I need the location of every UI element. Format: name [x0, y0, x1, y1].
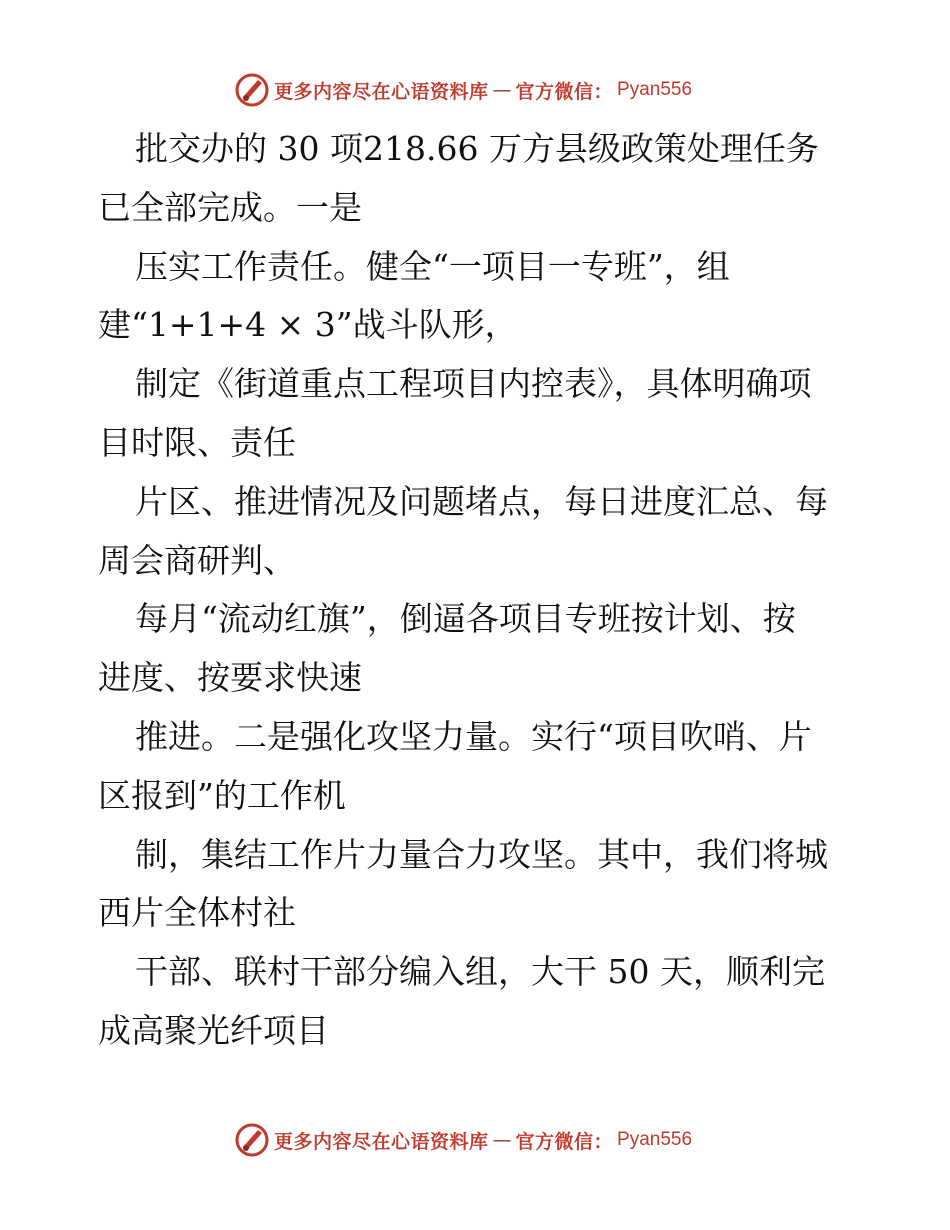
text-line: 成高聚光纤项目: [98, 1010, 329, 1050]
brush-seal-logo-icon: [234, 1122, 270, 1158]
watermark-account: Pyan556: [617, 79, 693, 100]
footer-watermark: [234, 1120, 692, 1160]
watermark-separator: —: [492, 1129, 512, 1151]
watermark-label: 官方微信：: [515, 80, 614, 103]
watermark-separator: —: [492, 79, 512, 101]
text-line: 已全部完成。一是: [98, 187, 362, 227]
brush-seal-logo-icon: [234, 72, 270, 108]
watermark-label: 官方微信：: [515, 1130, 614, 1153]
text-line: 区报到”的工作机: [98, 775, 346, 815]
header-watermark: [234, 70, 692, 110]
document-body: [98, 120, 858, 1061]
text-line: 进度、按要求快速: [98, 658, 362, 698]
text-line: 干部、联村干部分编入组，大干 50 天，顺利完: [135, 952, 825, 992]
text-line: 西片全体村社: [98, 893, 296, 933]
text-line: 推进。二是强化攻坚力量。实行“项目吹哨、片: [135, 716, 812, 756]
text-line: 制，集结工作片力量合力攻坚。其中，我们将城: [135, 834, 828, 874]
text-line: 目时限、责任: [98, 422, 296, 462]
text-line: 周会商研判、: [98, 540, 296, 580]
watermark-text: 更多内容尽在心语资料库: [274, 80, 489, 103]
text-line: 制定《街道重点工程项目内控表》，具体明确项: [135, 364, 812, 404]
watermark-account: Pyan556: [617, 1129, 693, 1150]
watermark-text: 更多内容尽在心语资料库: [274, 1130, 489, 1153]
text-line: 批交办的 30 项218.66 万方县级政策处理任务: [135, 129, 819, 168]
text-line: 片区、推进情况及问题堵点，每日进度汇总、每: [135, 481, 828, 521]
text-line: 每月“流动红旗”，倒逼各项目专班按计划、按: [135, 599, 796, 639]
text-line: 建“1+1+4 × 3”战斗队形，: [98, 305, 518, 345]
text-line: 压实工作责任。健全“一项目一专班”，组: [135, 246, 730, 286]
